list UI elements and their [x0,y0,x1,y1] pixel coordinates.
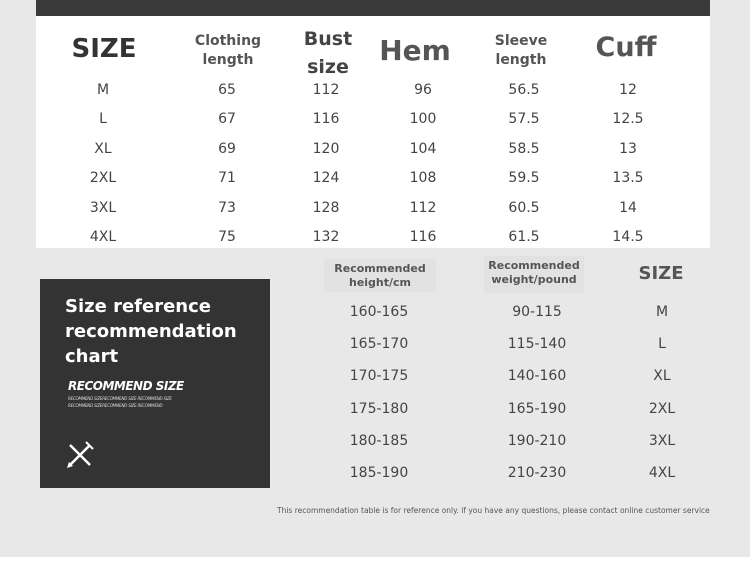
size-table-cell: 14 [619,200,637,216]
size-table-cell: XL [94,141,112,157]
reference-note: This recommendation table is for reference only. if you have any questions, please contact online customer service [277,506,710,515]
recommend-table-cell: M [655,304,669,320]
recommend-table-cell: 115-140 [507,336,567,352]
size-table-cell: M [96,82,110,98]
size-table-cell: 57.5 [508,111,540,127]
size-table-cell: 2XL [89,170,117,186]
size-table-cell: L [99,111,107,127]
header-rec-size: SIZE [638,263,684,284]
size-table-cell: 112 [409,200,437,216]
recommend-table-cell: 185-190 [349,465,409,481]
size-table-cell: 132 [312,229,340,245]
size-table-cell: 59.5 [508,170,540,186]
recommend-table-cell: 165-170 [349,336,409,352]
size-table-cell: 56.5 [508,82,540,98]
bottom-strip [0,557,750,562]
recommend-size-label: RECOMMEND SIZE [68,379,184,393]
pencil-ruler-icon [66,441,94,469]
size-table-cell: 69 [218,141,236,157]
recommend-size-tiny-2: RECOMMEND SIZERECOMMEND SIZE RECOMMEND [68,403,163,408]
recommend-table-cell: 4XL [648,465,676,481]
recommend-table-cell: 190-210 [507,433,567,449]
recommend-table-cell: XL [653,368,671,384]
size-table-cell: 3XL [89,200,117,216]
recommend-table-cell: 140-160 [507,368,567,384]
size-table-cell: 108 [409,170,437,186]
header-size: SIZE [71,34,137,64]
size-table-cell: 112 [312,82,340,98]
recommend-table-cell: L [658,336,666,352]
top-dark-bar [36,0,710,16]
size-table-cell: 104 [409,141,437,157]
header-sleeve-length: Sleeve length [494,33,548,68]
box-title: Size reference recommendation chart [65,296,237,367]
size-table-cell: 73 [218,200,236,216]
size-reference-box [40,279,270,488]
size-table-cell: 65 [218,82,236,98]
recommend-table-cell: 180-185 [349,433,409,449]
recommend-table-cell: 2XL [648,401,676,417]
header-clothing-length: Clothing length [194,33,262,68]
size-table-cell: 60.5 [508,200,540,216]
size-table-cell: 13.5 [612,170,644,186]
header-hem: Hem [379,34,451,67]
recommend-table-cell: 210-230 [507,465,567,481]
size-table-cell: 61.5 [508,229,540,245]
header-recommended-height: Recommended height/cm [324,259,436,292]
size-table-cell: 100 [409,111,437,127]
size-table [36,16,710,248]
recommend-size-tiny-1: RECOMMEND SIZERECOMMEND SIZE RECOMMEND SIZE [68,396,172,401]
size-table-cell: 120 [312,141,340,157]
header-cuff: Cuff [595,32,657,63]
recommend-table-cell: 175-180 [349,401,409,417]
size-table-cell: 12 [619,82,637,98]
size-table-cell: 4XL [89,229,117,245]
size-table-cell: 67 [218,111,236,127]
size-table-cell: 75 [218,229,236,245]
size-table-cell: 71 [218,170,236,186]
size-table-cell: 12.5 [612,111,644,127]
size-table-cell: 128 [312,200,340,216]
recommend-table-cell: 3XL [648,433,676,449]
size-table-cell: 116 [312,111,340,127]
recommend-table-cell: 165-190 [507,401,567,417]
size-table-cell: 14.5 [612,229,644,245]
recommend-table-cell: 90-115 [512,304,562,320]
size-table-cell: 96 [414,82,432,98]
recommend-table-cell: 160-165 [349,304,409,320]
recommend-table-cell: 170-175 [349,368,409,384]
size-table-cell: 116 [409,229,437,245]
size-table-cell: 13 [619,141,637,157]
size-table-cell: 124 [312,170,340,186]
header-bust-size: Bust size [303,28,353,78]
header-recommended-weight: Recommended weight/pound [484,256,584,293]
size-table-cell: 58.5 [508,141,540,157]
